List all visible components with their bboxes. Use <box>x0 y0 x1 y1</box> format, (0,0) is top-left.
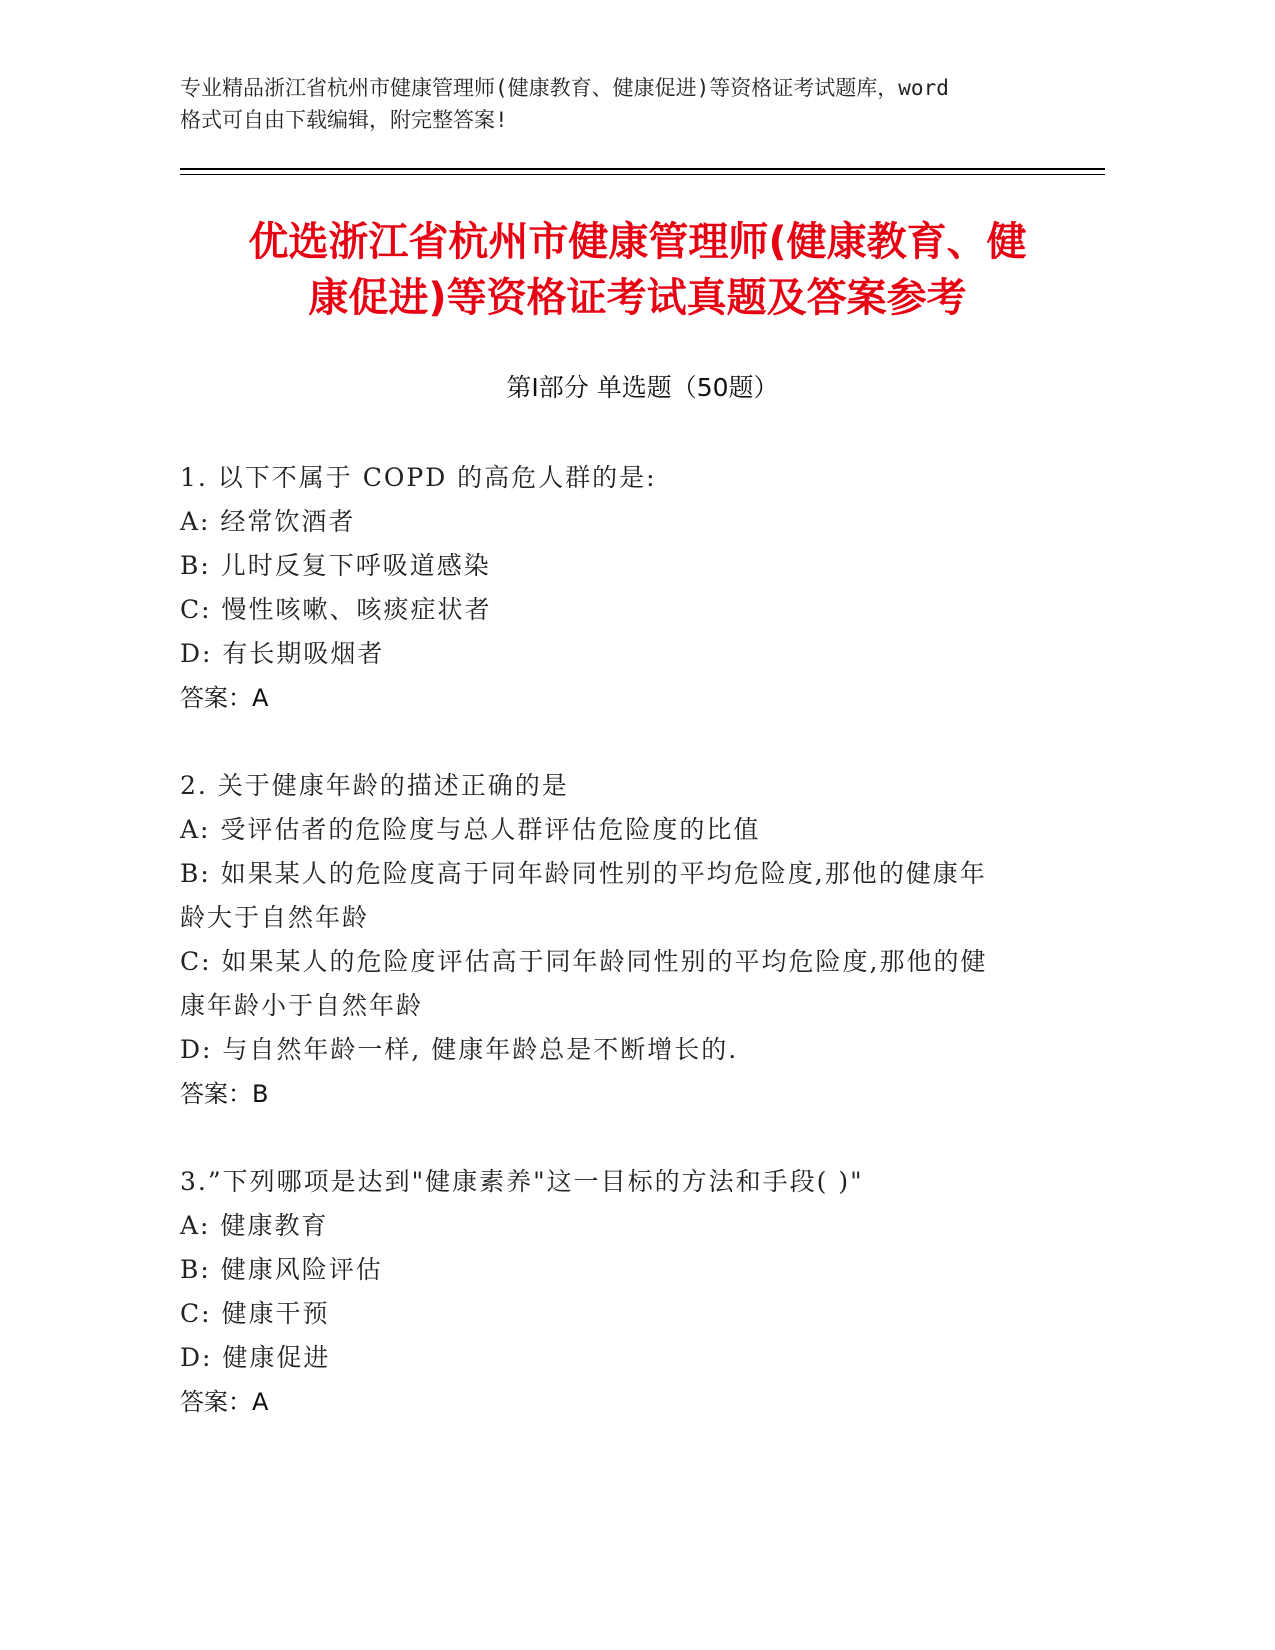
document-title-line-2: 康促进)等资格证考试真题及答案参考 <box>308 275 967 321</box>
answer-line: 答案：B <box>180 1080 269 1108</box>
section-title: 第Ⅰ部分 单选题（50题） <box>506 373 779 402</box>
question-stem: 3.”下列哪项是达到"健康素养"这一目标的方法和手段( )" <box>180 1167 864 1196</box>
question-3 <box>180 1160 1020 1424</box>
question-2 <box>180 764 1020 1116</box>
document-title-line-1: 优选浙江省杭州市健康管理师(健康教育、健 <box>248 219 1027 265</box>
answer-line: 答案：A <box>180 1388 269 1416</box>
header-divider-thick <box>180 168 1105 170</box>
document-intro <box>180 72 1060 136</box>
answer-line: 答案：A <box>180 684 269 712</box>
option-b: B: 儿时反复下呼吸道感染 <box>180 551 491 580</box>
option-c: C: 如果某人的危险度评估高于同年龄同性别的平均危险度,那他的健 <box>180 947 988 976</box>
question-list <box>180 456 1020 1468</box>
option-c: C: 健康干预 <box>180 1299 330 1328</box>
option-c-continued: 康年龄小于自然年龄 <box>180 991 424 1020</box>
intro-line-2: 格式可自由下载编辑，附完整答案! <box>180 108 508 132</box>
option-b-continued: 龄大于自然年龄 <box>180 903 370 932</box>
question-1 <box>180 456 1020 720</box>
header-divider-thin <box>180 174 1105 175</box>
option-d: D: 健康促进 <box>180 1343 331 1372</box>
option-d: D: 与自然年龄一样, 健康年龄总是不断增长的. <box>180 1035 739 1064</box>
option-b: B: 健康风险评估 <box>180 1255 383 1284</box>
option-a: A: 受评估者的危险度与总人群评估危险度的比值 <box>180 815 761 844</box>
option-a: A: 健康教育 <box>180 1211 329 1240</box>
option-a: A: 经常饮酒者 <box>180 507 356 536</box>
option-b: B: 如果某人的危险度高于同年龄同性别的平均危险度,那他的健康年 <box>180 859 987 888</box>
option-d: D: 有长期吸烟者 <box>180 639 385 668</box>
question-stem: 1. 以下不属于 COPD 的高危人群的是: <box>180 463 657 492</box>
intro-line-1: 专业精品浙江省杭州市健康管理师(健康教育、健康促进)等资格证考试题库，word <box>180 76 949 100</box>
question-stem: 2. 关于健康年龄的描述正确的是 <box>180 771 569 800</box>
option-c: C: 慢性咳嗽、咳痰症状者 <box>180 595 492 624</box>
document-title <box>175 214 1100 326</box>
